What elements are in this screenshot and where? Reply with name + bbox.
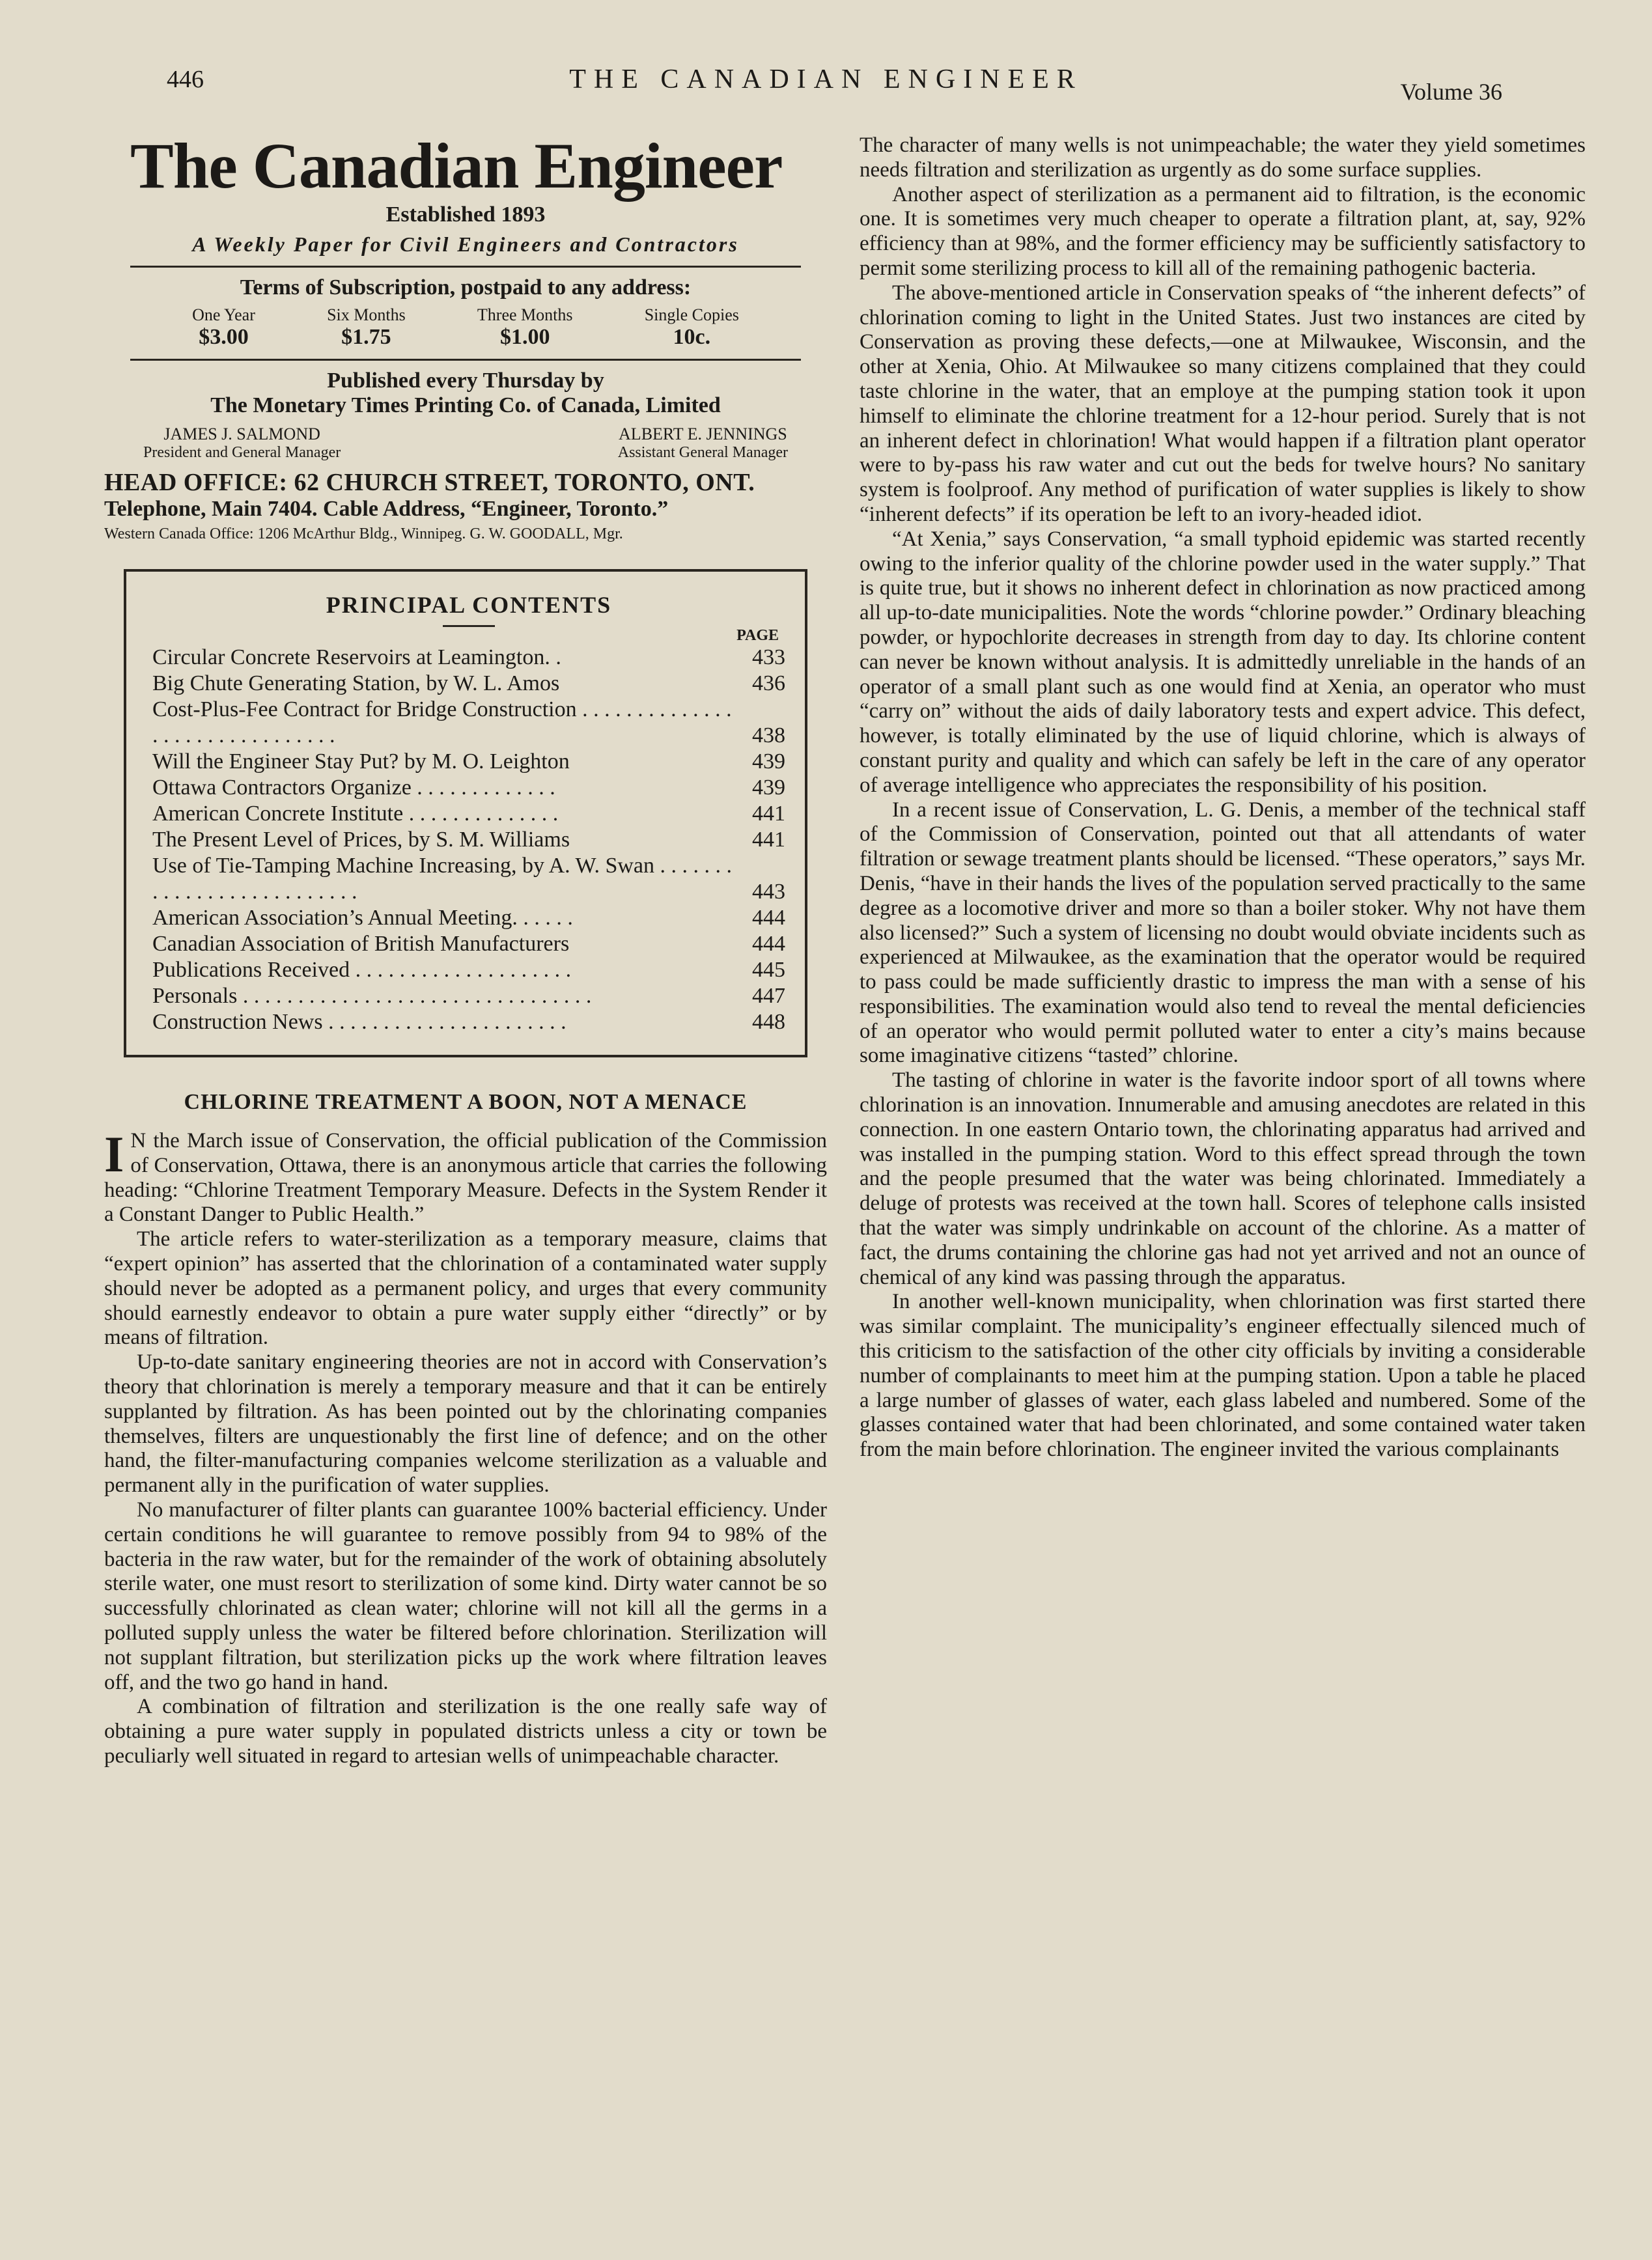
- subscription-prices: [156, 305, 775, 350]
- price-one-year: One Year $3.00: [192, 305, 255, 349]
- page-number: 446: [167, 66, 204, 93]
- principal-contents-box: [124, 569, 807, 1057]
- contents-entry: Construction News . . . . . . . . . . . . . . . . . . . . . . 448: [152, 1010, 785, 1034]
- left-column: [104, 130, 827, 1769]
- publisher-name: The Monetary Times Printing Co. of Canada, Limited: [210, 393, 721, 417]
- paragraph: In another well-known municipality, when chlorination was first started there was similar complaint. The municipality’s engineer effectually silenced much of this criticism to the satisfaction of the other city officials by inviting a considerable number of complainants to meet him at the pumping station. Upon a table he placed a large number of glasses of water, each glass labeled and numbered. Some of the glasses contained water that had been chlorinated, and some contained water taken from the main before chlorination. The engineer invited the various complainants: [860, 1290, 1586, 1462]
- contents-entry: Will the Engineer Stay Put? by M. O. Leighton 439: [152, 749, 785, 774]
- officer-assistant-manager: ALBERT E. JENNINGS Assistant General Manager: [617, 425, 788, 461]
- contents-entry: Personals . . . . . . . . . . . . . . . . . . . . . . . . . . . . . . . . 447: [152, 984, 785, 1008]
- officers: [143, 425, 788, 462]
- contents-entry: Use of Tie-Tamping Machine Increasing, by A. W. Swan . . . . . . . . . . . . . . . . . . . . . . . . . . 443: [152, 854, 785, 904]
- contents-entry: Cost-Plus-Fee Contract for Bridge Construction . . . . . . . . . . . . . . . . . . . . . . . . . . . . . . . 438: [152, 697, 785, 747]
- paragraph: The tasting of chlorine in water is the favorite indoor sport of all towns where chlorination is an innovation. Innumerable and amusing anecdotes are related in this connection. In one eastern Ontario town, the chlorinating apparatus had arrived and was installed in the pumping station. Word to this effect spread through the town and the people presumed that the water was being chlorinated. Immediately a deluge of protests was received at the town hall. Scores of telephone calls insisted that the water was simply undrinkable on account of the chlorine. As a matter of fact, the drums containing the chlorine gas had not yet arrived and not an ounce of chemical of any kind was passing through the apparatus.: [860, 1068, 1586, 1289]
- paragraph: In a recent issue of Conservation, L. G. Denis, a member of the technical staff of the Commission of Conservation, pointed out that all attendants of water filtration or sewage treatment plants should be licensed. “These operators,” says Mr. Denis, “have in their hands the lives of the population served practically to the same degree as a locomotive driver and more so than a boiler stoker. Why not have them also licensed?” Such a system of licensing no doubt would obviate incidents such as experienced at Milwaukee, as the examination that the operator would be required to pass could be made sufficiently drastic to impress the man with a sense of his responsibilities. The examination would also tend to reveal the mental deficiencies of an operator who would permit polluted water to enter a city’s mains because some imaginative citizens “tasted” chlorine.: [860, 798, 1586, 1068]
- paragraph: Up-to-date sanitary engineering theories are not in accord with Conservation’s theory that chlorination is merely a temporary measure and that it can be entirely supplanted by filtration. As has been pointed out by the chlorinating companies themselves, filters are unquestionably the first line of defence; and on the other hand, the filter-manufacturing companies welcome sterilization as a valuable and permanent ally in the purification of water supplies.: [104, 1350, 827, 1498]
- subscription-terms-title: Terms of Subscription, postpaid to any address:: [240, 275, 692, 300]
- paragraph: The article refers to water-sterilization as a temporary measure, claims that “expert opinion” has asserted that the chlorination of a contaminated water supply should never be adopted as a permanent policy, and urges that every community should earnestly endeavor to obtain a pure water supply either “directly” or by means of filtration.: [104, 1227, 827, 1350]
- contents-entry: Publications Received . . . . . . . . . . . . . . . . . . . . 445: [152, 958, 785, 982]
- paragraph: “At Xenia,” says Conservation, “a small typhoid epidemic was started recently owing to the inferior quality of the chlorine powder used in the water supply.” That is quite true, but it shows no inherent defect in chlorination as now practiced among all up-to-date municipalities. Note the words “chlorine powder.” Ordinary bleaching powder, or hypochlorite decreases in strength from day to day. Its chlorine content can never be known without analysis. It is admittedly unreliable in the hands of an operator of a small plant such as one would find at Xenia, an operator who must “carry on” without the aids of daily laboratory tests and expert advice. This defect, however, is totally eliminated by the use of liquid chlorine, which is always of constant purity and quality and which can safely be left in the care of any operator of average intelligence who appreciates the responsibility of his position.: [860, 527, 1586, 797]
- established-line: Established 1893: [385, 202, 546, 227]
- masthead-title: The Canadian Engineer: [130, 130, 783, 202]
- contents-heading: PRINCIPAL CONTENTS: [326, 592, 612, 618]
- paragraph: The character of many wells is not unimpeachable; the water they yield sometimes needs filtration and sterilization as urgently as do some surface supplies.: [860, 133, 1586, 182]
- volume-label: Volume 36: [1400, 79, 1502, 105]
- price-single-copies: Single Copies 10c.: [644, 305, 739, 349]
- paragraph: Another aspect of sterilization as a permanent aid to filtration, is the economic one. It is sometimes very much cheaper to operate a filtration plant, at, say, 92% efficiency than at 98%, and the former efficiency may be sufficiently satisfactory to permit some sterilizing process to kill all of the remaining pathogenic bacteria.: [860, 182, 1586, 280]
- paragraph: The above-mentioned article in Conservation speaks of “the inherent defects” of chlorination coming to light in the United States. Just two instances are cited by Conservation as proving these defects,—one at Milwaukee, Wisconsin, and the other at Xenia, Ohio. At Milwaukee so many citizens complained that they could taste chlorine in the water, that an employe at the pumping station took it upon himself to eliminate the chlorine treatment for a 12-hour period. Surely that is not an inherent defect in chlorination! What would happen if a filtration plant operator were to by-pass his raw water and cut out the beds for twelve hours? No sanitary system is foolproof. Any method of purification of water supplies is likely to show “inherent defects” if its operation be left to an ivory-headed idiot.: [860, 281, 1586, 526]
- contents-entry: Ottawa Contractors Organize . . . . . . . . . . . . . 439: [152, 775, 785, 800]
- paragraph: A combination of filtration and sterilization is the one really safe way of obtaining a pure water supply in populated districts unless a city or town be peculiarly well situated in regard to artesian wells of unimpeachable character.: [104, 1695, 827, 1768]
- western-office-line: Western Canada Office: 1206 McArthur Bldg., Winnipeg. G. W. GOODALL, Mgr.: [104, 525, 623, 542]
- officer-president: JAMES J. SALMOND President and General Manager: [143, 425, 341, 461]
- article-title: CHLORINE TREATMENT A BOON, NOT A MENACE: [184, 1090, 748, 1114]
- running-header: [0, 65, 1652, 104]
- head-office-address: HEAD OFFICE: 62 CHURCH STREET, TORONTO, ONT.: [104, 469, 755, 496]
- contents-entry: The Present Level of Prices, by S. M. Williams 441: [152, 828, 785, 852]
- divider: [130, 359, 801, 361]
- contents-entry: Canadian Association of British Manufacturers 444: [152, 932, 785, 956]
- published-line: Published every Thursday by: [327, 369, 604, 393]
- paragraph: I N the March issue of Conservation, the official publication of the Commission of Conservation, Ottawa, there is an anonymous article that carries the following heading: “Chlorine Treatment Temporary Measure. Defects in the System Render it a Constant Danger to Public Health.”: [104, 1126, 827, 1227]
- contents-list: [152, 645, 785, 1035]
- price-three-months: Three Months $1.00: [477, 305, 573, 349]
- contents-entry: American Concrete Institute . . . . . . . . . . . . . . 441: [152, 802, 785, 826]
- contents-entry: American Association’s Annual Meeting. . . . . . 444: [152, 906, 785, 930]
- article-body-left: [104, 1126, 827, 1769]
- masthead-subtitle: A Weekly Paper for Civil Engineers and Contractors: [192, 232, 739, 256]
- journal-title: THE CANADIAN ENGINEER: [569, 64, 1083, 94]
- price-six-months: Six Months $1.75: [327, 305, 406, 349]
- paragraph: No manufacturer of filter plants can guarantee 100% bacterial efficiency. Under certain conditions he will guarantee to remove possibly from 94 to 98% of the bacteria in the raw water, but for the remainder of the work of obtaining absolutely sterile water, one must resort to sterilization of some kind. Dirty water cannot be so successfully chlorinated as clean water; chlorine will not kill all the germs in a polluted supply unless the water be filtered before chlorination. Sterilization will not supplant filtration, but sterilization picks up the work where filtration leaves off, and the two go hand in hand.: [104, 1498, 827, 1694]
- right-column: [860, 133, 1586, 1462]
- masthead: [104, 130, 827, 543]
- telephone-line: Telephone, Main 7404. Cable Address, “Engineer, Toronto.”: [104, 497, 669, 521]
- page-column-label: PAGE: [736, 627, 779, 644]
- divider: [130, 266, 801, 268]
- contents-entry: Circular Concrete Reservoirs at Leamington. . 433: [152, 645, 785, 669]
- contents-entry: Big Chute Generating Station, by W. L. Amos 436: [152, 671, 785, 695]
- drop-cap: I: [104, 1126, 124, 1182]
